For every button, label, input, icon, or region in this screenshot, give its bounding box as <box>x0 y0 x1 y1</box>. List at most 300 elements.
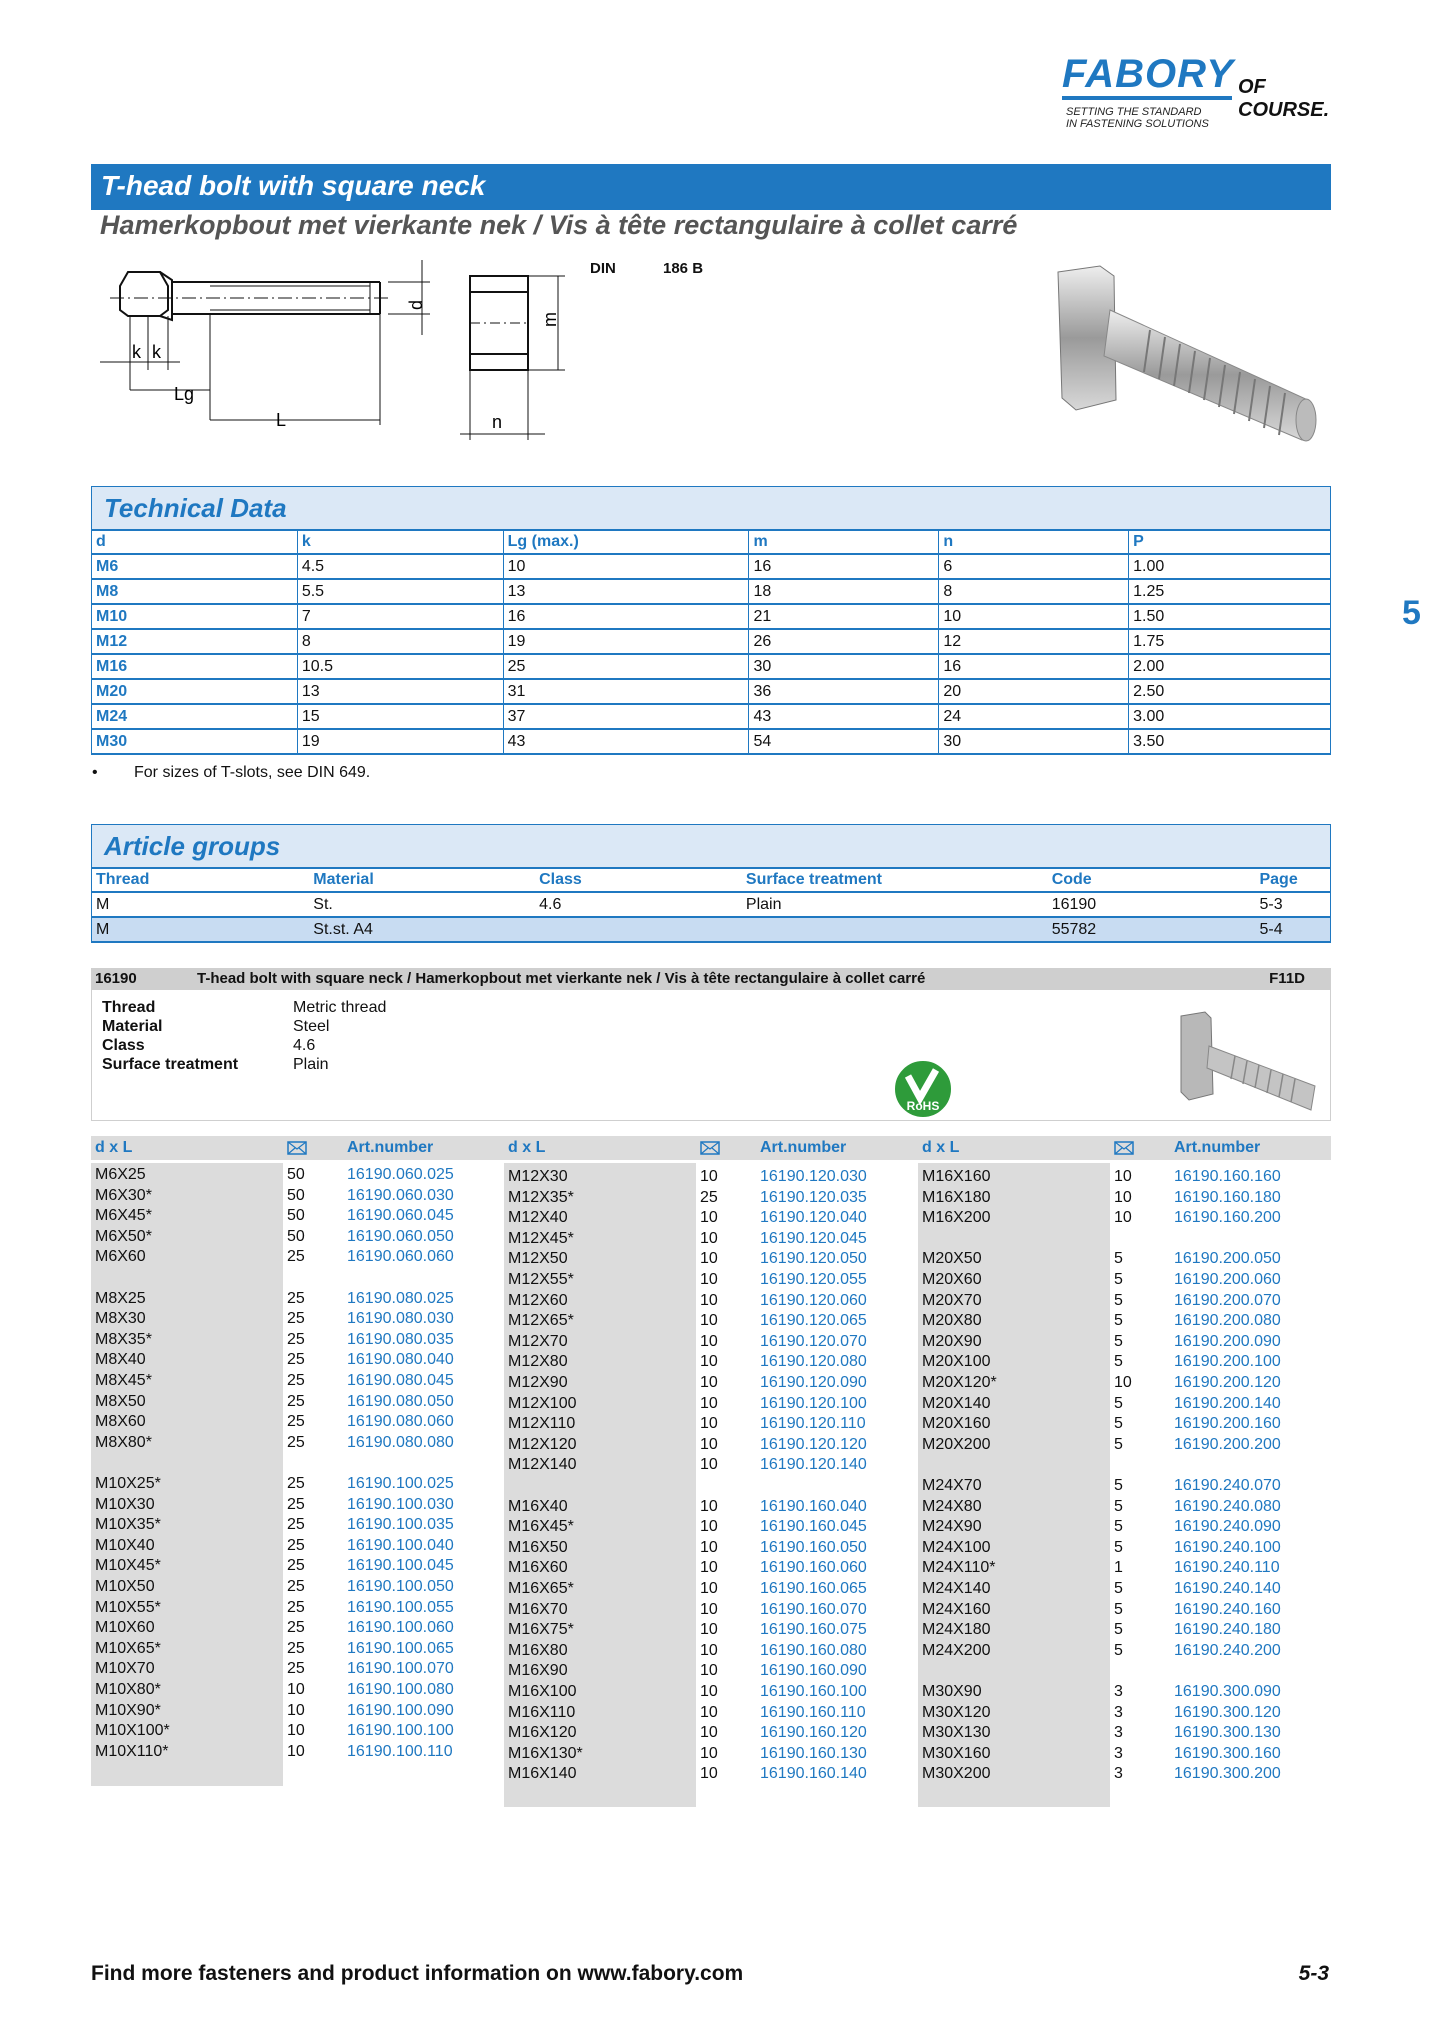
technical-cell: 54 <box>749 729 939 754</box>
list-art-number[interactable]: 16190.300.090 <box>1174 1683 1281 1700</box>
list-qty: 5 <box>1114 1271 1123 1288</box>
list-qty: 5 <box>1114 1332 1123 1350</box>
list-qty: 25 <box>287 1660 305 1678</box>
list-size: M8X60 <box>95 1413 146 1431</box>
list-size: M8X35* <box>95 1330 152 1348</box>
list-art-number[interactable]: 16190.120.110 <box>760 1415 866 1433</box>
list-art-number[interactable]: 16190.100.080 <box>347 1681 454 1698</box>
list-qty: 10 <box>700 1250 718 1268</box>
technical-row <box>92 604 1331 629</box>
technical-cell: 30 <box>749 654 939 679</box>
list-art-number[interactable]: 16190.100.070 <box>347 1660 454 1678</box>
dim-k2-label: k <box>152 342 161 362</box>
list-art-number[interactable]: 16190.120.090 <box>760 1374 867 1391</box>
list-art-number[interactable]: 16190.240.080 <box>1174 1497 1281 1515</box>
list-size: M16X200 <box>922 1209 991 1227</box>
product-ref: F11D <box>1269 970 1305 987</box>
list-qty: 10 <box>700 1312 718 1330</box>
envelope-icon <box>700 1140 720 1156</box>
article-col-header: Surface treatment <box>742 868 1048 892</box>
spec-value: Steel <box>293 1018 330 1035</box>
list-qty: 3 <box>1114 1765 1123 1783</box>
technical-row <box>92 679 1331 704</box>
list-art-number[interactable]: 16190.080.040 <box>347 1351 454 1369</box>
technical-cell: 19 <box>297 729 503 754</box>
list-header-size: d x L <box>95 1139 133 1156</box>
list-art-number[interactable]: 16190.060.050 <box>347 1227 454 1245</box>
list-art-number[interactable]: 16190.240.160 <box>1174 1600 1281 1618</box>
list-size: M12X30 <box>508 1168 568 1185</box>
list-size: M16X110 <box>508 1703 576 1721</box>
list-size: M24X90 <box>922 1518 982 1536</box>
article-groups-table <box>91 868 1331 943</box>
technical-cell: 18 <box>749 579 939 604</box>
list-qty: 10 <box>1114 1188 1132 1206</box>
spec-key: Surface treatment <box>102 1056 239 1073</box>
list-art-number[interactable]: 16190.240.180 <box>1174 1621 1281 1639</box>
technical-cell: 1.00 <box>1129 554 1331 579</box>
list-size: M30X130 <box>922 1724 991 1742</box>
article-header-row <box>92 868 1331 892</box>
list-qty: 25 <box>287 1310 305 1328</box>
list-art-number[interactable]: 16190.120.055 <box>760 1271 867 1288</box>
list-art-number[interactable]: 16190.080.035 <box>347 1330 454 1348</box>
list-art-number[interactable]: 16190.100.040 <box>347 1536 454 1554</box>
list-qty: 25 <box>287 1248 305 1266</box>
technical-cell: 1.25 <box>1129 579 1331 604</box>
list-art-number[interactable]: 16190.160.140 <box>760 1765 867 1783</box>
list-size: M10X80* <box>95 1681 161 1698</box>
list-size: M6X45* <box>95 1207 152 1225</box>
list-size: M16X80 <box>508 1641 568 1659</box>
list-art-number[interactable]: 16190.200.140 <box>1174 1394 1281 1412</box>
list-qty: 25 <box>287 1578 305 1595</box>
list-art-number[interactable]: 16190.200.100 <box>1174 1353 1281 1371</box>
technical-cell: 3.00 <box>1129 704 1331 729</box>
spec-values <box>293 998 386 1074</box>
list-qty: 25 <box>287 1639 305 1657</box>
list-art-number[interactable]: 16190.060.025 <box>347 1166 454 1183</box>
list-qty: 3 <box>1114 1683 1123 1700</box>
technical-cell: 31 <box>503 679 749 704</box>
list-size: M16X40 <box>508 1497 568 1515</box>
list-art-number[interactable]: 16190.240.100 <box>1174 1538 1281 1556</box>
list-size: M12X140 <box>508 1456 577 1474</box>
list-art-number[interactable]: 16190.120.050 <box>760 1250 867 1268</box>
list-art-number[interactable]: 16190.200.120 <box>1174 1374 1281 1391</box>
list-size: M12X110 <box>508 1415 576 1433</box>
list-art-number[interactable]: 16190.100.050 <box>347 1578 454 1595</box>
list-qty: 10 <box>700 1703 718 1721</box>
technical-col-header: n <box>939 530 1129 554</box>
list-header-art: Art.number <box>347 1139 434 1156</box>
list-qty: 5 <box>1114 1394 1123 1412</box>
list-qty: 5 <box>1114 1415 1123 1433</box>
list-qty: 10 <box>700 1497 718 1515</box>
list-size: M20X200 <box>922 1435 991 1453</box>
technical-cell: M16 <box>92 654 298 679</box>
list-size: M8X80* <box>95 1433 152 1451</box>
article-group-row[interactable] <box>92 917 1331 942</box>
list-art-number[interactable]: 16190.160.045 <box>760 1518 867 1536</box>
envelope-icon <box>287 1140 307 1156</box>
list-art-number[interactable]: 16190.200.160 <box>1174 1415 1281 1433</box>
list-size: M12X40 <box>508 1209 568 1227</box>
list-art-number[interactable]: 16190.160.180 <box>1174 1188 1281 1206</box>
technical-cell: M8 <box>92 579 298 604</box>
spec-value: Metric thread <box>293 999 387 1016</box>
list-size: M8X45* <box>95 1372 152 1389</box>
list-header-size: d x L <box>508 1139 546 1156</box>
logo-word: FABORY <box>1062 52 1234 96</box>
list-size: M12X50 <box>508 1250 568 1268</box>
list-qty: 5 <box>1114 1435 1123 1453</box>
technical-cell: 1.50 <box>1129 604 1331 629</box>
tagline-line-2: IN FASTENING SOLUTIONS <box>1066 118 1209 130</box>
list-art-number[interactable]: 16190.240.070 <box>1174 1477 1281 1494</box>
list-size: M20X90 <box>922 1332 982 1350</box>
article-col-header: Material <box>309 868 535 892</box>
list-size: M24X200 <box>922 1641 991 1659</box>
page-subtitle: Hamerkopbout met vierkante nek / Vis à tête rectangulaire à collet carré <box>100 210 1018 240</box>
list-header-art: Art.number <box>1174 1139 1261 1156</box>
technical-cell: M10 <box>92 604 298 629</box>
technical-cell: 37 <box>503 704 749 729</box>
list-art-number[interactable]: 16190.060.030 <box>347 1186 454 1204</box>
list-qty: 5 <box>1114 1600 1123 1618</box>
list-art-number[interactable]: 16190.160.065 <box>760 1580 867 1597</box>
technical-cell: 8 <box>297 629 503 654</box>
technical-cell: 16 <box>749 554 939 579</box>
list-size: M12X60 <box>508 1291 568 1309</box>
list-art-number[interactable]: 16190.100.035 <box>347 1516 454 1534</box>
technical-cell: 5.5 <box>297 579 503 604</box>
list-header-size: d x L <box>922 1139 960 1156</box>
list-qty: 50 <box>287 1227 305 1245</box>
article-group-cell: M <box>92 892 310 917</box>
list-size: M16X120 <box>508 1724 577 1742</box>
list-art-number[interactable]: 16190.160.120 <box>760 1724 867 1742</box>
technical-header-row <box>92 530 1331 554</box>
list-qty: 10 <box>1114 1374 1132 1391</box>
list-art-number[interactable]: 16190.100.100 <box>347 1722 454 1740</box>
technical-cell: 15 <box>297 704 503 729</box>
list-art-number[interactable]: 16190.120.040 <box>760 1209 867 1227</box>
logo-tagline <box>1066 106 1266 130</box>
technical-cell: M12 <box>92 629 298 654</box>
list-art-number[interactable]: 16190.100.090 <box>347 1701 454 1719</box>
article-col-header: Page <box>1255 868 1330 892</box>
spec-key: Thread <box>102 999 156 1016</box>
logo-suffix: OF COURSE. <box>1238 76 1330 121</box>
technical-cell: 43 <box>749 704 939 729</box>
technical-col-header: Lg (max.) <box>503 530 749 554</box>
list-size: M16X50 <box>508 1538 568 1556</box>
list-art-number[interactable]: 16190.120.030 <box>760 1168 867 1185</box>
article-group-cell: M <box>92 917 310 942</box>
list-art-number[interactable]: 16190.120.035 <box>760 1188 867 1206</box>
list-art-number[interactable]: 16190.120.080 <box>760 1353 867 1371</box>
list-art-number[interactable]: 16190.160.110 <box>760 1703 866 1721</box>
list-qty: 10 <box>700 1229 718 1247</box>
article-groups-title: Article groups <box>104 831 281 861</box>
list-art-number[interactable]: 16190.160.200 <box>1174 1209 1281 1227</box>
list-art-number[interactable]: 16190.160.070 <box>760 1600 867 1618</box>
list-size: M10X45* <box>95 1557 161 1575</box>
bolt-photo <box>1040 260 1340 470</box>
article-group-cell: St.st. A4 <box>309 917 535 942</box>
list-art-number[interactable]: 16190.080.050 <box>347 1392 454 1410</box>
list-size: M20X80 <box>922 1312 982 1330</box>
list-art-number[interactable]: 16190.100.065 <box>347 1639 454 1657</box>
list-art-number[interactable]: 16190.240.110 <box>1174 1559 1280 1577</box>
list-size: M30X120 <box>922 1703 991 1721</box>
rohs-badge <box>892 1058 954 1120</box>
product-code: 16190 <box>95 970 137 987</box>
list-size: M20X100 <box>922 1353 991 1371</box>
list-art-number[interactable]: 16190.080.030 <box>347 1310 454 1328</box>
dim-k1-label: k <box>132 342 141 362</box>
list-size: M24X180 <box>922 1621 991 1639</box>
technical-cell: 7 <box>297 604 503 629</box>
list-qty: 50 <box>287 1186 305 1204</box>
list-art-number[interactable]: 16190.120.070 <box>760 1332 867 1350</box>
technical-row <box>92 704 1331 729</box>
product-description: T-head bolt with square neck / Hamerkopbout met vierkante nek / Vis à tête rectangulaire à collet carré <box>197 970 926 987</box>
tagline-line-1: SETTING THE STANDARD <box>1066 106 1202 118</box>
page-title: T-head bolt with square neck <box>101 170 486 201</box>
list-art-number[interactable]: 16190.200.090 <box>1174 1332 1281 1350</box>
list-qty: 5 <box>1114 1291 1123 1309</box>
list-qty: 10 <box>700 1621 718 1639</box>
technical-row <box>92 629 1331 654</box>
technical-cell: 24 <box>939 704 1129 729</box>
spec-value: 4.6 <box>293 1037 316 1054</box>
technical-cell: 4.5 <box>297 554 503 579</box>
list-qty: 25 <box>287 1557 305 1575</box>
list-size: M10X100* <box>95 1722 170 1740</box>
article-group-cell: 5-4 <box>1255 917 1330 942</box>
list-qty: 10 <box>700 1394 718 1412</box>
list-size: M30X160 <box>922 1744 991 1762</box>
technical-col-header: d <box>92 530 298 554</box>
list-qty: 5 <box>1114 1621 1123 1639</box>
list-qty: 10 <box>700 1415 718 1433</box>
list-art-number[interactable]: 16190.160.075 <box>760 1621 867 1639</box>
list-qty: 25 <box>287 1516 305 1534</box>
list-art-number[interactable]: 16190.300.200 <box>1174 1765 1281 1783</box>
list-art-number[interactable]: 16190.120.100 <box>760 1394 867 1412</box>
list-size: M12X55* <box>508 1271 574 1288</box>
list-qty: 10 <box>700 1662 718 1680</box>
list-qty: 1 <box>1114 1559 1123 1577</box>
title-bar <box>91 164 1331 210</box>
list-size: M24X70 <box>922 1477 982 1494</box>
din-label: DIN <box>590 260 616 277</box>
list-art-number[interactable]: 16190.200.070 <box>1174 1291 1281 1309</box>
list-art-number[interactable]: 16190.120.065 <box>760 1312 867 1330</box>
list-size: M12X80 <box>508 1353 568 1371</box>
list-qty: 5 <box>1114 1497 1123 1515</box>
list-size: M24X160 <box>922 1600 991 1618</box>
list-art-number[interactable]: 16190.200.200 <box>1174 1435 1281 1453</box>
list-size: M16X65* <box>508 1580 574 1597</box>
list-qty: 25 <box>287 1372 305 1389</box>
technical-cell: 26 <box>749 629 939 654</box>
technical-data-table <box>91 530 1331 755</box>
technical-cell: M30 <box>92 729 298 754</box>
dim-lg-label: Lg <box>174 384 195 404</box>
list-art-number[interactable]: 16190.100.055 <box>347 1598 454 1616</box>
list-art-number[interactable]: 16190.080.080 <box>347 1433 454 1451</box>
list-size: M6X60 <box>95 1248 146 1266</box>
list-size: M6X30* <box>95 1186 152 1204</box>
list-art-number[interactable]: 16190.160.080 <box>760 1641 867 1659</box>
list-art-number[interactable]: 16190.100.025 <box>347 1475 454 1492</box>
article-group-cell: St. <box>309 892 535 917</box>
list-qty: 10 <box>700 1765 718 1783</box>
list-size: M16X90 <box>508 1662 568 1680</box>
list-size: M8X50 <box>95 1392 146 1410</box>
spec-key: Material <box>102 1018 163 1035</box>
list-art-number[interactable]: 16190.240.090 <box>1174 1518 1281 1536</box>
list-art-number[interactable]: 16190.160.130 <box>760 1744 867 1762</box>
list-qty: 25 <box>700 1188 718 1206</box>
list-art-number[interactable]: 16190.160.040 <box>760 1497 867 1515</box>
technical-cell: M24 <box>92 704 298 729</box>
list-qty: 50 <box>287 1166 305 1183</box>
list-qty: 25 <box>287 1289 305 1307</box>
list-art-number[interactable]: 16190.100.030 <box>347 1495 454 1513</box>
list-qty: 10 <box>700 1353 718 1371</box>
list-art-number[interactable]: 16190.300.130 <box>1174 1724 1281 1742</box>
list-qty: 5 <box>1114 1538 1123 1556</box>
technical-cell: 6 <box>939 554 1129 579</box>
list-art-number[interactable]: 16190.120.140 <box>760 1456 867 1474</box>
list-size: M20X160 <box>922 1415 991 1433</box>
list-size: M10X55* <box>95 1598 161 1616</box>
list-art-number[interactable]: 16190.160.090 <box>760 1662 867 1680</box>
fabory-logo <box>1062 52 1352 132</box>
list-art-number[interactable]: 16190.200.080 <box>1174 1312 1281 1330</box>
list-art-number[interactable]: 16190.120.060 <box>760 1291 867 1309</box>
list-size: M8X40 <box>95 1351 146 1369</box>
list-size: M20X50 <box>922 1250 982 1268</box>
list-size: M30X200 <box>922 1765 991 1783</box>
technical-col-header: k <box>297 530 503 554</box>
list-size: M24X100 <box>922 1538 991 1556</box>
list-qty: 10 <box>700 1518 718 1536</box>
list-art-number[interactable]: 16190.160.050 <box>760 1538 867 1556</box>
technical-data-title: Technical Data <box>104 493 287 523</box>
list-art-number[interactable]: 16190.160.100 <box>760 1683 867 1700</box>
list-art-number[interactable]: 16190.160.060 <box>760 1559 867 1577</box>
list-art-number[interactable]: 16190.060.060 <box>347 1248 454 1266</box>
envelope-icon <box>1114 1140 1134 1156</box>
list-size: M20X120* <box>922 1374 997 1391</box>
product-thumbnail <box>1165 1006 1325 1116</box>
list-size: M12X100 <box>508 1394 577 1412</box>
din-value: 186 B <box>663 260 704 277</box>
article-group-row[interactable] <box>92 892 1331 917</box>
dim-d-label: d <box>406 299 426 310</box>
technical-cell: 12 <box>939 629 1129 654</box>
list-size: M16X45* <box>508 1518 574 1536</box>
list-qty: 10 <box>700 1209 718 1227</box>
list-qty: 10 <box>700 1456 718 1474</box>
list-qty: 10 <box>700 1559 718 1577</box>
list-qty: 25 <box>287 1433 305 1451</box>
footer-text: Find more fasteners and product information on www.fabory.com <box>91 1962 744 1985</box>
list-qty: 10 <box>700 1641 718 1659</box>
technical-cell: 2.00 <box>1129 654 1331 679</box>
list-qty: 10 <box>1114 1209 1132 1227</box>
technical-cell: 20 <box>939 679 1129 704</box>
list-art-number[interactable]: 16190.160.160 <box>1174 1168 1281 1185</box>
technical-col-header: P <box>1129 530 1331 554</box>
list-qty: 5 <box>1114 1518 1123 1536</box>
list-art-number[interactable]: 16190.240.200 <box>1174 1641 1281 1659</box>
list-size: M12X120 <box>508 1435 577 1453</box>
list-art-number[interactable]: 16190.100.060 <box>347 1619 454 1637</box>
list-art-number[interactable]: 16190.240.140 <box>1174 1580 1281 1597</box>
list-art-number[interactable]: 16190.120.045 <box>760 1229 867 1247</box>
product-box <box>91 990 1331 1121</box>
list-qty: 10 <box>700 1168 718 1185</box>
list-qty: 10 <box>700 1744 718 1762</box>
list-art-number[interactable]: 16190.080.060 <box>347 1413 454 1431</box>
list-qty: 25 <box>287 1495 305 1513</box>
list-art-number[interactable]: 16190.080.045 <box>347 1372 454 1389</box>
logo-swoosh <box>1062 96 1232 100</box>
spec-key: Class <box>102 1037 145 1054</box>
list-art-number[interactable]: 16190.300.120 <box>1174 1703 1281 1721</box>
list-qty: 25 <box>287 1598 305 1616</box>
list-size: M30X90 <box>922 1683 982 1700</box>
list-size: M12X70 <box>508 1332 568 1350</box>
list-qty: 25 <box>287 1351 305 1369</box>
list-art-number[interactable]: 16190.100.045 <box>347 1557 454 1575</box>
product-bar <box>91 968 1331 990</box>
list-size: M12X45* <box>508 1229 574 1247</box>
list-qty: 25 <box>287 1619 305 1637</box>
list-art-number[interactable]: 16190.080.025 <box>347 1289 454 1307</box>
list-art-number[interactable]: 16190.100.110 <box>347 1742 453 1760</box>
technical-cell: 10 <box>503 554 749 579</box>
note-text: For sizes of T-slots, see DIN 649. <box>134 764 371 781</box>
list-qty: 10 <box>700 1291 718 1309</box>
article-group-cell: Plain <box>742 892 1048 917</box>
list-qty: 3 <box>1114 1744 1123 1762</box>
list-art-number[interactable]: 16190.120.120 <box>760 1435 867 1453</box>
technical-cell: 13 <box>297 679 503 704</box>
article-group-cell: 4.6 <box>535 892 742 917</box>
list-art-number[interactable]: 16190.200.060 <box>1174 1271 1281 1288</box>
technical-cell: 3.50 <box>1129 729 1331 754</box>
section-number: 5 <box>1402 594 1421 632</box>
technical-cell: 10.5 <box>297 654 503 679</box>
list-size: M12X90 <box>508 1374 568 1391</box>
technical-cell: 36 <box>749 679 939 704</box>
list-size: M10X50 <box>95 1578 155 1595</box>
list-art-number[interactable]: 16190.200.050 <box>1174 1250 1281 1268</box>
list-qty: 5 <box>1114 1641 1123 1659</box>
list-art-number[interactable]: 16190.300.160 <box>1174 1744 1281 1762</box>
technical-cell: 1.75 <box>1129 629 1331 654</box>
list-size: M20X140 <box>922 1394 991 1412</box>
list-art-number[interactable]: 16190.060.045 <box>347 1207 454 1225</box>
technical-cell: 10 <box>939 604 1129 629</box>
